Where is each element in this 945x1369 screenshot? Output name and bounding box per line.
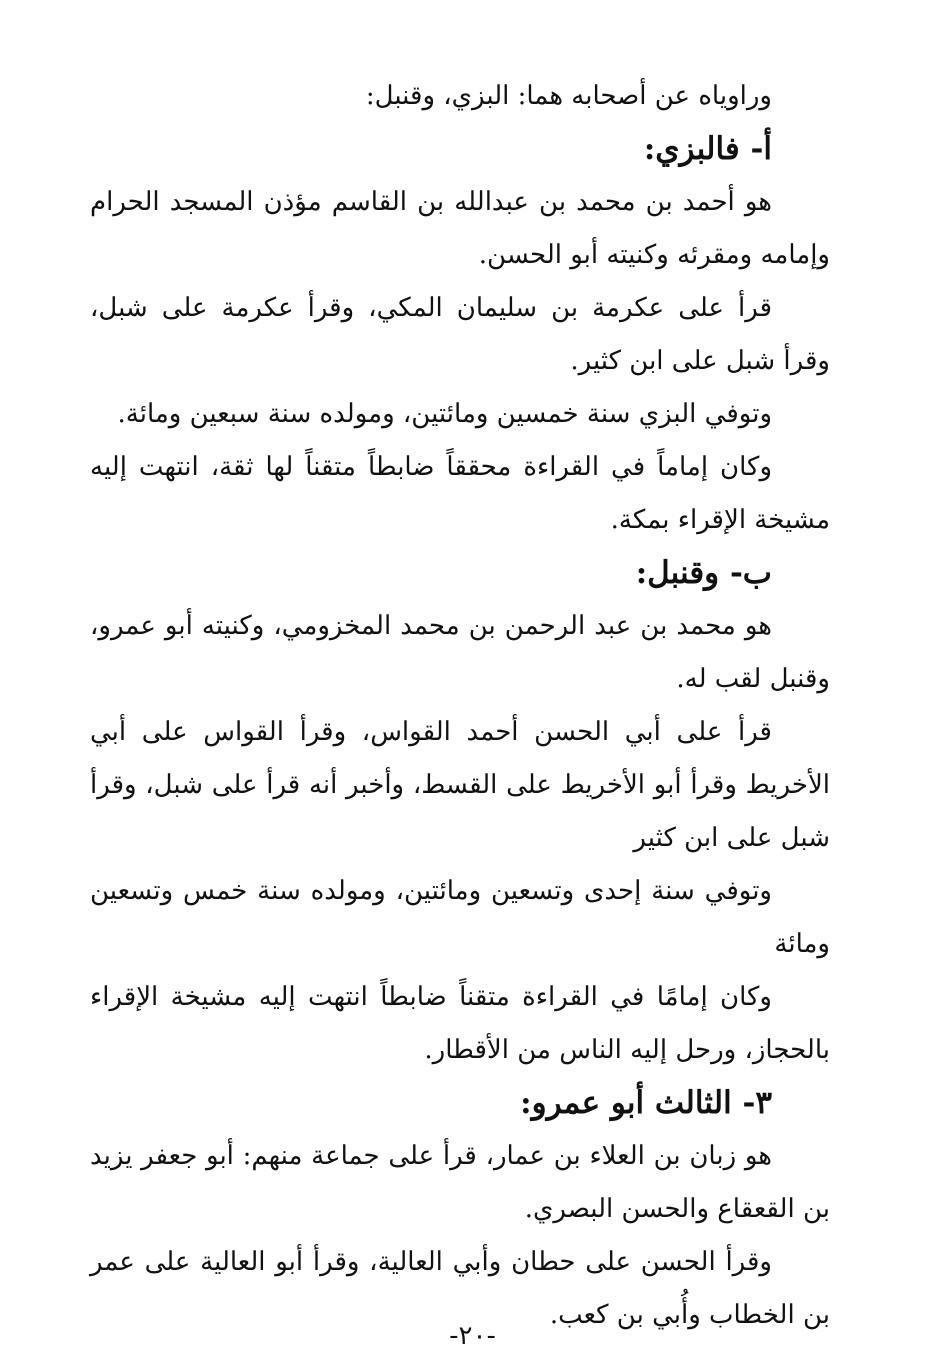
page-number: -٢٠- [449,1321,496,1351]
paragraph-b1: هو محمد بن عبد الرحمن بن محمد المخزومي، وكنيته أبو عمرو، وقنبل لقب له. [90,611,830,694]
heading-section-3: ٣- الثالث أبو عمرو: [520,1085,772,1121]
paragraph-c2: وقرأ الحسن على حطان وأبي العالية، وقرأ أبو العالية على عمر بن الخطاب وأُبي بن كعب. [90,1247,830,1330]
paragraph-a2: قرأ على عكرمة بن سليمان المكي، وقرأ عكرمة على شبل، وقرأ شبل على ابن كثير. [90,293,830,376]
intro-line: وراوياه عن أصحابه هما: البزي، وقنبل: [365,81,772,111]
paragraph-c1: هو زبان بن العلاء بن عمار، قرأ على جماعة منهم: أبو جعفر يزيد بن القعقاع والحسن البصري. [90,1141,830,1224]
heading-section-b: ب- وقنبل: [635,555,772,591]
paragraph-a1: هو أحمد بن محمد بن عبدالله بن القاسم مؤذن المسجد الحرام وإمامه ومقرئه وكنيته أبو الحسن. [90,187,830,270]
heading-section-a: أ- فالبزي: [643,131,772,167]
paragraph-b2: قرأ على أبي الحسن أحمد القواس، وقرأ القواس على أبي الأخريط وقرأ أبو الأخريط على القسط، وأخبر أنه قرأ على شبل، وقرأ شبل على ابن كثير [90,717,830,853]
paragraph-a4: وكان إماماً في القراءة محققاً ضابطاً متقناً لها ثقة، انتهت إليه مشيخة الإقراء بمكة. [90,452,830,535]
paragraph-b3: وتوفي سنة إحدى وتسعين ومائتين، ومولده سنة خمس وتسعين ومائة [90,876,830,959]
paragraph-a3: وتوفي البزي سنة خمسين ومائتين، ومولده سنة سبعين ومائة. [117,399,772,429]
paragraph-b4: وكان إمامًا في القراءة متقناً ضابطاً انتهت إليه مشيخة الإقراء بالحجاز، ورحل إليه الناس من الأقطار. [90,982,830,1065]
body-text [90,70,830,1342]
